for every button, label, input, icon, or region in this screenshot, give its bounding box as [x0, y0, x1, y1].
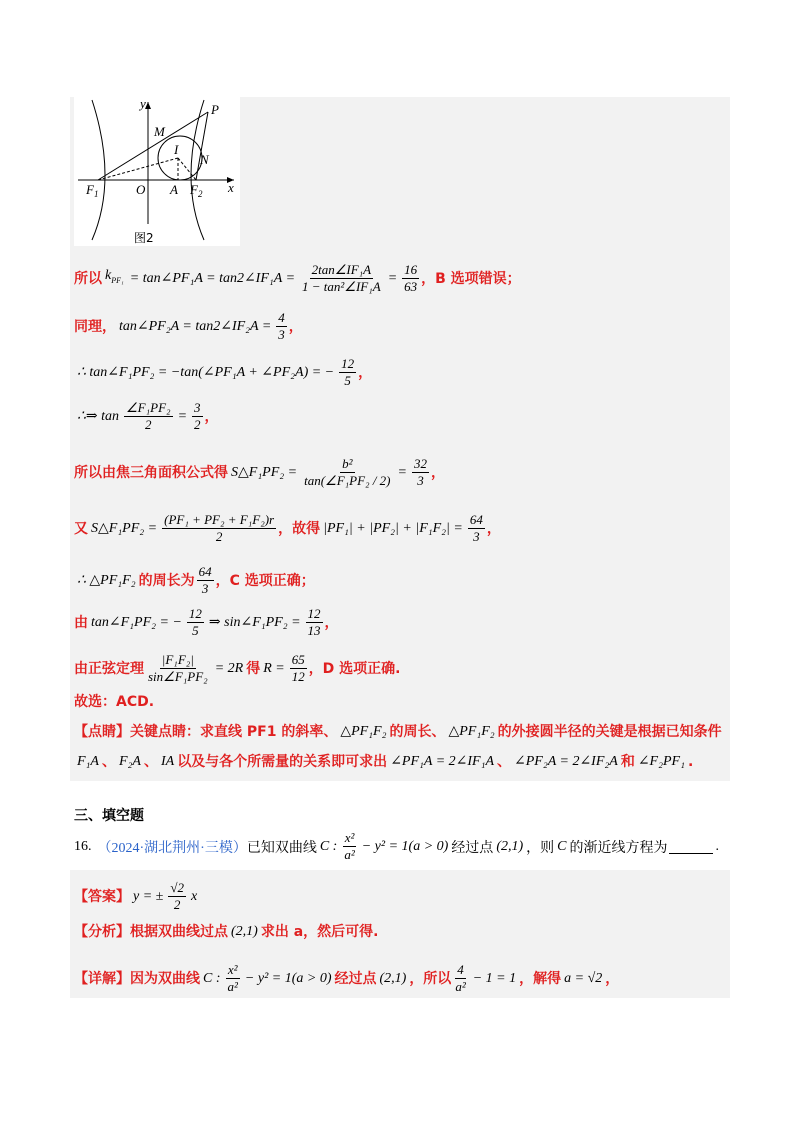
- text: 由: [74, 614, 88, 631]
- math: ⇒ sin∠F₁PF₂ =: [208, 614, 301, 630]
- line-answer: [74, 880, 200, 913]
- math: ∠PF₂A = 2∠IF₂A: [514, 754, 618, 769]
- text: 和: [620, 754, 635, 770]
- fraction: $\frac{4}{3}$: [278, 310, 285, 342]
- math: △PF₁F₂: [340, 724, 387, 739]
- fig-label-f2: $F_2$: [190, 182, 203, 199]
- line-slope: [74, 262, 521, 295]
- fig-label-x: x: [228, 180, 234, 195]
- math: ∠PF₁A = 2∠IF₁A: [390, 754, 494, 769]
- text: ，: [324, 614, 339, 631]
- math: C :: [319, 838, 338, 854]
- text: ，C 选项正确；: [215, 572, 315, 589]
- text: ，故得: [278, 520, 321, 537]
- math: = 2R: [214, 660, 244, 676]
- text: 、: [143, 754, 158, 770]
- fraction: $\frac{4}{\text{a²}}$: [455, 962, 466, 994]
- text: ，: [288, 318, 303, 335]
- line-key-point: [74, 722, 722, 742]
- line-half-angle: [74, 400, 219, 433]
- text: 的外接圆半径的关键是根据已知条件: [497, 724, 722, 740]
- fraction: $\frac{16}{63}$: [404, 262, 418, 294]
- math: = tan∠PF₁A = tan2∠IF₁A =: [129, 270, 296, 286]
- fraction: $\frac{64}{3}$: [469, 512, 483, 544]
- line-perimeter: [74, 564, 315, 597]
- math: (2,1): [379, 970, 407, 986]
- math: =: [177, 408, 188, 424]
- math: ∴⇒ tan: [77, 408, 120, 424]
- fig-label-a: A: [170, 182, 178, 197]
- text: 求出 a，然后可得.: [260, 924, 379, 940]
- text: 故选：ACD.: [74, 694, 155, 710]
- question-source: （2024·湖北荆州·三模）: [97, 840, 247, 856]
- fig-label-p: P: [211, 102, 219, 117]
- fraction: $\frac{65}{12}$: [291, 652, 305, 684]
- fig-label-i: I: [174, 142, 179, 157]
- math: y = ±: [133, 888, 164, 904]
- text: 、: [101, 754, 116, 770]
- fig-label-f1: $F_1$: [86, 182, 99, 199]
- text: ，D 选项正确.: [308, 660, 401, 677]
- text: ，则: [526, 840, 555, 856]
- line-similarly: [74, 310, 303, 343]
- math: IA: [160, 754, 175, 769]
- question-number: 16.: [74, 838, 92, 854]
- fraction: $\frac{12}{5}$: [341, 356, 355, 388]
- fraction: $\frac{\text{|F₁F₂|}}{\text{sin∠F₁PF₂}}$: [148, 652, 208, 684]
- text: 、: [497, 754, 511, 770]
- question-16: [74, 830, 719, 863]
- math: tan∠F₁PF₂ = −: [91, 614, 182, 630]
- fraction: $\frac{\text{b²}}{\text{tan(∠F₁PF₂ / 2)}}$: [304, 456, 391, 488]
- math: − y² = 1(a > 0): [244, 970, 332, 986]
- text: 又: [74, 520, 88, 537]
- text: 由正弦定理: [74, 660, 144, 677]
- line-area-formula: [74, 456, 445, 489]
- text: ，B 选项错误；: [421, 270, 521, 287]
- fraction: $\frac{\text{2tan∠IF₁A}}{\text{1 − tan²∠IF₁A}}$: [302, 262, 381, 294]
- fraction: $\frac{3}{2}$: [194, 400, 201, 432]
- math: (2,1): [231, 924, 258, 939]
- hyperbola-figure: [74, 96, 240, 246]
- fig-label-o: O: [136, 182, 146, 197]
- text: ，: [430, 464, 445, 481]
- math: =: [397, 464, 407, 480]
- fraction: $\frac{12}{13}$: [307, 606, 321, 638]
- math: ∴ tan∠F₁PF₂ = −tan(∠PF₁A + ∠PF₂A) = −: [77, 364, 335, 380]
- text: ，所以: [409, 970, 452, 987]
- answer-label: 【答案】: [74, 888, 130, 905]
- fraction: $\frac{√2}{2}$: [170, 880, 184, 912]
- line-choice: [74, 692, 154, 712]
- text: 已知双曲线: [246, 840, 317, 856]
- text: .: [715, 838, 719, 854]
- math: =: [387, 270, 398, 286]
- text: .: [687, 754, 694, 770]
- text: 的周长、: [389, 724, 446, 740]
- text: ，: [358, 364, 373, 381]
- line-sine: [74, 606, 339, 639]
- text: 同理，: [74, 318, 116, 335]
- math: − y² = 1(a > 0): [361, 838, 449, 854]
- text: 所以由焦三角面积公式得: [74, 464, 228, 481]
- math: a = √2: [564, 970, 603, 986]
- math: ∴ △PF₁F₂: [77, 572, 136, 588]
- math: ∠F₂PF₁: [637, 754, 685, 769]
- fraction: $\frac{\text{(PF₁ + PF₂ + F₁F₂)r}}{2}$: [164, 512, 275, 544]
- text: 的周长为: [138, 572, 195, 589]
- math: F₂A: [118, 754, 141, 769]
- line-analysis: [74, 922, 378, 942]
- fig-label-m: M: [154, 124, 165, 139]
- fraction: $\frac{32}{3}$: [413, 456, 427, 488]
- fraction: $\frac{\text{x²}}{\text{a²}}$: [227, 962, 238, 994]
- fig-label-y: y: [140, 96, 146, 111]
- answer-blank[interactable]: [669, 839, 713, 854]
- text: 经过点: [451, 840, 494, 856]
- text: ，: [486, 520, 501, 537]
- text: 【分析】根据双曲线过点: [74, 924, 228, 940]
- math: $k_{PF_1}$: [105, 268, 124, 285]
- text: 以及与各个所需量的关系即可求出: [177, 754, 388, 770]
- text: 【点睛】关键点睛：求直线 PF1 的斜率、: [74, 724, 338, 740]
- math: C :: [203, 970, 221, 986]
- text: ，: [605, 970, 620, 987]
- math: (2,1): [496, 838, 524, 854]
- math: tan∠PF₂A = tan2∠IF₂A =: [119, 318, 272, 334]
- math: △PF₁F₂: [448, 724, 495, 739]
- math: |PF₁| + |PF₂| + |F₁F₂| =: [323, 520, 463, 536]
- fraction: $\frac{\text{∠F₁PF₂}}{2}$: [126, 400, 171, 432]
- math: C: [557, 838, 567, 854]
- section-heading: 三、填空题: [74, 808, 144, 824]
- math: S△F₁PF₂ =: [91, 520, 158, 536]
- text: 的渐近线方程为: [569, 840, 668, 856]
- fraction: $\frac{\text{x²}}{\text{a²}}$: [344, 830, 355, 862]
- line-tan-angle: [74, 356, 372, 389]
- math: S△F₁PF₂ =: [231, 464, 298, 480]
- figure-caption: 图2: [134, 231, 154, 245]
- text: 得: [246, 660, 261, 677]
- math: F₁A: [77, 754, 99, 769]
- text: 【详解】因为双曲线: [74, 970, 200, 987]
- text: 所以: [74, 270, 102, 287]
- text: ，: [204, 408, 219, 425]
- text: ，解得: [519, 970, 562, 987]
- math: R =: [263, 660, 285, 676]
- fraction: $\frac{12}{5}$: [188, 606, 202, 638]
- line-perimeter-derivation: [74, 512, 501, 545]
- line-sine-law: [74, 652, 401, 685]
- fraction: $\frac{64}{3}$: [198, 564, 212, 596]
- line-detail: [74, 962, 619, 995]
- line-key-point-cont: [74, 752, 693, 772]
- math: − 1 = 1: [472, 970, 517, 986]
- text: 经过点: [334, 970, 377, 987]
- fig-label-n: N: [200, 152, 209, 167]
- math: x: [191, 888, 198, 904]
